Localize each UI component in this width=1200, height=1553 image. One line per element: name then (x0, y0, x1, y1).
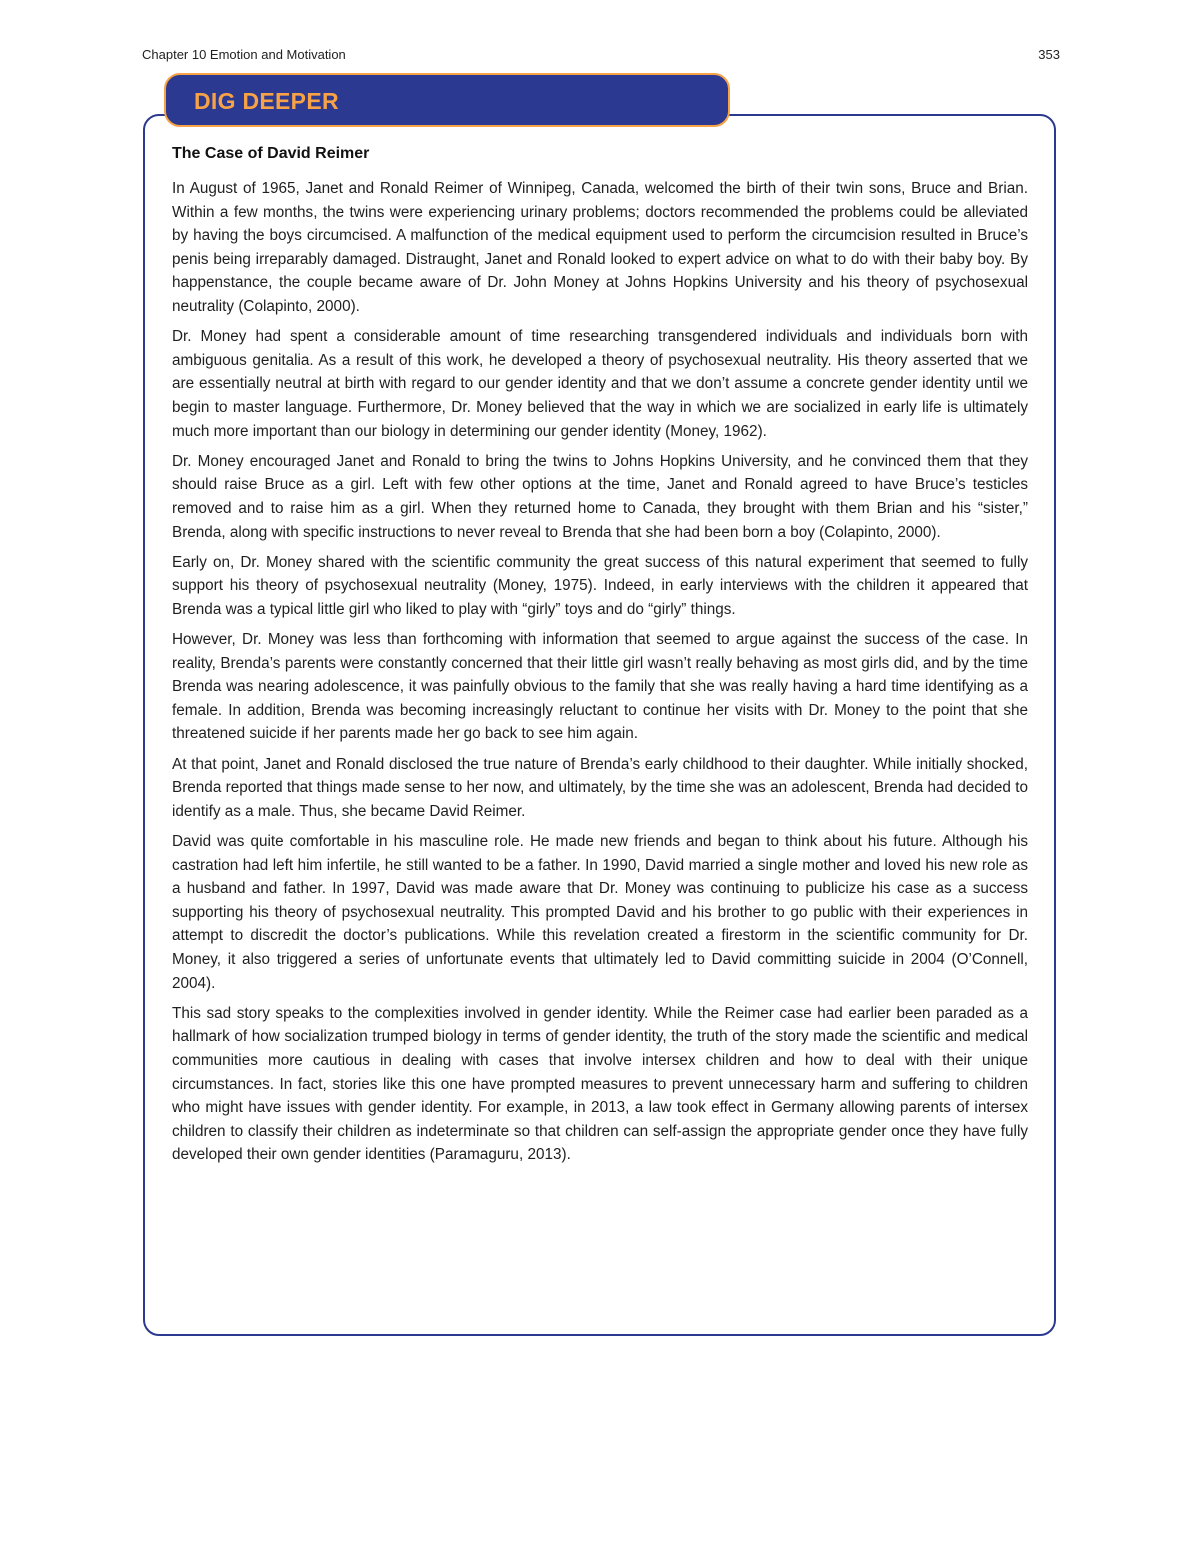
paragraph: In August of 1965, Janet and Ronald Reimer of Winnipeg, Canada, welcomed the birth of their twin sons, Bruce and Brian. Within a few months, the twins were experiencing urinary problems; doctors recommended the problems could be alleviated by having the boys circumcised. A malfunction of the medical equipment used to perform the circumcision resulted in Bruce’s penis being irreparably damaged. Distraught, Janet and Ronald looked to expert advice on what to do with their baby boy. By happenstance, the couple became aware of Dr. John Money at Johns Hopkins University and his theory of psychosexual neutrality (Colapinto, 2000). (172, 180, 1028, 315)
paragraph: David was quite comfortable in his masculine role. He made new friends and began to think about his future. Although his castration had left him infertile, he still wanted to be a father. In 1990, David married a single mother and loved his new role as a husband and father. In 1997, David was made aware that Dr. Money was continuing to publicize his case as a success supporting his theory of psychosexual neutrality. This prompted David and his brother to go public with their experiences in attempt to discredit the doctor’s publications. While this revelation created a firestorm in the scientific community for Dr. Money, it also triggered a series of unfortunate events that ultimately led to David committing suicide in 2004 (O’Connell, 2004). (172, 833, 1028, 992)
paragraph: At that point, Janet and Ronald disclosed the true nature of Brenda’s early childhood to their daughter. While initially shocked, Brenda reported that things made sense to her now, and ultimately, by the time she was an adolescent, Brenda had decided to identify as a male. Thus, she became David Reimer. (172, 755, 1028, 820)
paragraph: Dr. Money had spent a considerable amount of time researching transgendered individuals and individuals born with ambiguous genitalia. As a result of this work, he developed a theory of psychosexual neutrality. His theory asserted that we are essentially neutral at birth with regard to our gender identity and that we don’t assume a concrete gender identity until we begin to master language. Furthermore, Dr. Money believed that the way in which we are socialized in early life is ultimately much more important than our biology in determining our gender identity (Money, 1962). (172, 328, 1028, 440)
feature-content (172, 145, 1028, 1174)
paragraph: Dr. Money encouraged Janet and Ronald to bring the twins to Johns Hopkins University, and he convinced them that they should raise Bruce as a girl. Left with few other options at the time, Janet and Ronald agreed to have Bruce’s testicles removed and to raise him as a girl. When they returned home to Canada, they brought with them Brian and his “sister,” Brenda, along with specific instructions to never reveal to Brenda that she had been born a boy (Colapinto, 2000). (172, 452, 1028, 541)
dig-deeper-tab (164, 73, 730, 127)
dig-deeper-label: DIG DEEPER (194, 88, 339, 114)
paragraph: Early on, Dr. Money shared with the scientific community the great success of this natural experiment that seemed to fully support his theory of psychosexual neutrality (Money, 1975). Indeed, in early interviews with the children it appeared that Brenda was a typical little girl who liked to play with “girly” toys and do “girly” things. (172, 553, 1028, 618)
page-number: 353 (1038, 47, 1060, 62)
article-title: The Case of David Reimer (172, 145, 370, 162)
paragraph: This sad story speaks to the complexities involved in gender identity. While the Reimer case had earlier been paraded as a hallmark of how socialization trumped biology in terms of gender identity, the truth of the story made the scientific and medical communities more cautious in dealing with cases that involve intersex children and how to deal with their unique circumstances. In fact, stories like this one have prompted measures to prevent unnecessary harm and suffering to children who might have issues with gender identity. For example, in 2013, a law took effect in Germany allowing parents of intersex children to classify their children as indeterminate so that children can self-assign the appropriate gender once they have fully developed their own gender identities (Paramaguru, 2013). (172, 1004, 1028, 1164)
paragraph: However, Dr. Money was less than forthcoming with information that seemed to argue against the success of the case. In reality, Brenda’s parents were constantly concerned that their little girl wasn’t really behaving as most girls did, and by the time Brenda was nearing adolescence, it was painfully obvious to the family that she was really having a hard time identifying as a female. In addition, Brenda was becoming increasingly reluctant to continue her visits with Dr. Money to the point that she threatened suicide if her parents made her go back to see him again. (172, 631, 1028, 743)
running-head: Chapter 10 Emotion and Motivation (142, 47, 346, 62)
